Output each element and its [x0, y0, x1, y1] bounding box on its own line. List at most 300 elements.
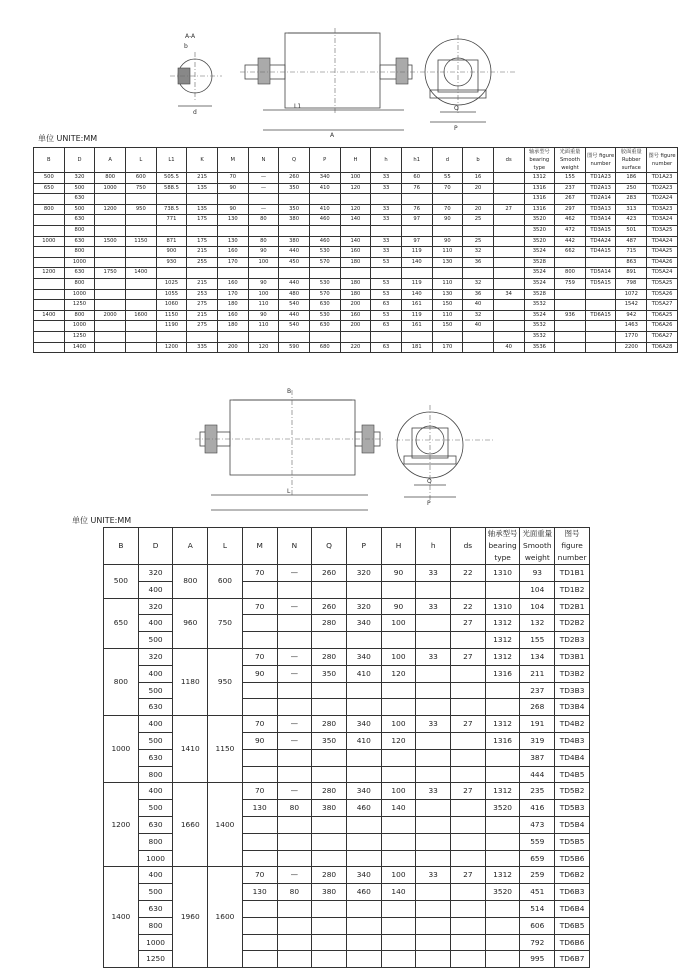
table-cell: 150 [432, 321, 463, 332]
table-cell [463, 194, 494, 205]
table-cell: 260 [279, 173, 310, 184]
table-cell [451, 766, 486, 783]
table-cell: TD3A23 [647, 204, 678, 215]
table-cell: TD5A15 [585, 278, 616, 289]
drum-diameter-cell: 1250 [138, 951, 173, 968]
table-cell: 442 [555, 236, 586, 247]
table-cell [555, 331, 586, 342]
table-cell: 380 [312, 884, 347, 901]
table-cell [416, 900, 451, 917]
table-cell [493, 268, 524, 279]
table-cell [95, 331, 126, 342]
table-cell [125, 331, 156, 342]
table-cell: TD4A15 [585, 247, 616, 258]
table-cell [371, 331, 402, 342]
table-cell [242, 749, 277, 766]
table-cell: TD4B3 [555, 732, 590, 749]
table-cell: 161 [401, 300, 432, 311]
drum-diameter-cell: 500 [138, 732, 173, 749]
table-cell [95, 215, 126, 226]
table-cell [585, 321, 616, 332]
table-cell: 451 [520, 884, 555, 901]
table-cell: 140 [381, 884, 416, 901]
table-cell [381, 816, 416, 833]
table-cell: 200 [340, 321, 371, 332]
a-cell: 1410 [173, 716, 208, 783]
table-cell [451, 632, 486, 649]
table-cell: TD3B3 [555, 682, 590, 699]
table-cell: 1055 [156, 289, 187, 300]
table-cell: TD4B2 [555, 716, 590, 733]
table-cell [381, 917, 416, 934]
table-cell [451, 682, 486, 699]
table-row [104, 716, 590, 733]
table-cell: 181 [401, 342, 432, 353]
table-cell [463, 331, 494, 342]
table-cell [346, 632, 381, 649]
table-cell: 501 [616, 225, 647, 236]
drum-diameter-cell: 400 [138, 783, 173, 800]
table-cell: 90 [381, 565, 416, 582]
table-cell: 340 [309, 173, 340, 184]
table-cell [485, 581, 520, 598]
table-cell: 1316 [524, 204, 555, 215]
table-cell: 130 [432, 289, 463, 300]
table-cell [451, 581, 486, 598]
table-cell [95, 278, 126, 289]
table-cell: 500 [34, 173, 65, 184]
table-cell [451, 749, 486, 766]
table-row [34, 204, 678, 215]
table-row [34, 225, 678, 236]
table-cell: 32 [463, 247, 494, 258]
table-cell: 70 [217, 173, 248, 184]
table-cell: 1316 [524, 183, 555, 194]
table-cell [34, 247, 65, 258]
column-header: b [463, 148, 494, 173]
table-cell [34, 331, 65, 342]
table-cell: 472 [555, 225, 586, 236]
L-label: L [287, 488, 291, 495]
table-cell [346, 951, 381, 968]
table-cell: 34 [493, 289, 524, 300]
table-cell: 460 [346, 884, 381, 901]
table-cell: 90 [381, 598, 416, 615]
table-cell: 319 [520, 732, 555, 749]
table-cell [248, 225, 279, 236]
table-cell: 792 [520, 934, 555, 951]
table-cell: 514 [520, 900, 555, 917]
column-header: P [346, 528, 381, 565]
table-cell: 3532 [524, 300, 555, 311]
table-cell: 1542 [616, 300, 647, 311]
table-cell [34, 194, 65, 205]
table-cell: 215 [187, 310, 218, 321]
table-cell: 800 [64, 225, 95, 236]
table-cell [493, 278, 524, 289]
table-cell: 1250 [64, 300, 95, 311]
table-cell [217, 194, 248, 205]
table-cell: 104 [520, 581, 555, 598]
table-cell: 995 [520, 951, 555, 968]
spec-table-2 [103, 527, 590, 968]
table-cell: 40 [493, 342, 524, 353]
table-cell [493, 247, 524, 258]
table-row [34, 247, 678, 258]
column-header: L [125, 148, 156, 173]
table-cell [451, 884, 486, 901]
table-cell: 200 [340, 300, 371, 311]
table-cell [309, 331, 340, 342]
table-cell [381, 833, 416, 850]
table-cell: 40 [463, 300, 494, 311]
table-cell [381, 632, 416, 649]
table-cell [451, 833, 486, 850]
table-cell: 530 [309, 278, 340, 289]
table-cell [346, 934, 381, 951]
table-cell [451, 934, 486, 951]
table-cell: 90 [248, 278, 279, 289]
table-cell: 1312 [485, 632, 520, 649]
table-cell: 90 [432, 215, 463, 226]
table-cell: 36 [463, 289, 494, 300]
table-cell: 100 [381, 867, 416, 884]
table-cell: 260 [312, 598, 347, 615]
table-cell: 487 [616, 236, 647, 247]
table-cell [555, 342, 586, 353]
table-cell: 267 [555, 194, 586, 205]
table-cell: TD5A14 [585, 268, 616, 279]
table-cell: 460 [309, 215, 340, 226]
table-cell: 559 [520, 833, 555, 850]
table-cell: 97 [401, 236, 432, 247]
table-cell: 27 [451, 615, 486, 632]
table-cell: 1600 [125, 310, 156, 321]
table-cell: — [277, 665, 312, 682]
drum-diameter-cell: 500 [138, 682, 173, 699]
table-row [34, 331, 678, 342]
table-cell: TD5B6 [555, 850, 590, 867]
table-row [34, 257, 678, 268]
drum-diameter-cell: 400 [138, 867, 173, 884]
table-cell: TD5A26 [647, 289, 678, 300]
table-row [34, 321, 678, 332]
table-cell: TD1A23 [647, 173, 678, 184]
drum-diameter-cell: 630 [138, 816, 173, 833]
table-cell: 120 [248, 342, 279, 353]
drum-diameter-cell: 800 [138, 833, 173, 850]
table-cell [34, 257, 65, 268]
table-cell: TD2A13 [585, 183, 616, 194]
drum-diameter-cell: 320 [138, 598, 173, 615]
drum-diameter-cell: 800 [138, 766, 173, 783]
table-cell [493, 194, 524, 205]
column-header: Q [279, 148, 310, 173]
table-cell: 33 [371, 236, 402, 247]
table-cell: 3524 [524, 310, 555, 321]
table-cell: 110 [248, 300, 279, 311]
table-cell: 191 [520, 716, 555, 733]
table-cell: 410 [309, 183, 340, 194]
table-cell: 480 [279, 289, 310, 300]
table-cell: TD1A23 [585, 173, 616, 184]
table-cell [381, 934, 416, 951]
drum-body [285, 33, 380, 108]
table-cell: 32 [463, 310, 494, 321]
table-cell: 650 [34, 183, 65, 194]
table-cell: 63 [371, 300, 402, 311]
table-cell: 423 [616, 215, 647, 226]
table-cell: 570 [309, 257, 340, 268]
table-cell [346, 682, 381, 699]
table-cell: 450 [279, 257, 310, 268]
table-cell [451, 800, 486, 817]
table-cell: 1150 [156, 310, 187, 321]
table-cell: 1400 [125, 268, 156, 279]
table-cell [277, 699, 312, 716]
table-cell: TD3A13 [585, 204, 616, 215]
l-cell: 750 [208, 598, 243, 648]
belt-width-cell: 800 [104, 648, 139, 715]
table-cell: TD3B2 [555, 665, 590, 682]
column-header: B [34, 148, 65, 173]
column-header: A [173, 528, 208, 565]
table-cell: 936 [555, 310, 586, 321]
table-cell [381, 951, 416, 968]
table-cell: 590 [279, 342, 310, 353]
drum-diameter-cell: 1000 [138, 934, 173, 951]
table-cell [125, 300, 156, 311]
Q-label: Q [454, 105, 459, 112]
table-cell [416, 917, 451, 934]
table-cell: 340 [346, 867, 381, 884]
table-cell: 1000 [34, 236, 65, 247]
table-cell: 130 [242, 800, 277, 817]
table-cell [34, 225, 65, 236]
table-cell: 3520 [485, 800, 520, 817]
table-cell [340, 225, 371, 236]
table-cell: 1312 [485, 783, 520, 800]
table-cell [416, 800, 451, 817]
table-cell: 155 [520, 632, 555, 649]
table-cell [217, 331, 248, 342]
table-cell: 90 [248, 247, 279, 258]
table-cell [381, 900, 416, 917]
column-header: D [138, 528, 173, 565]
table-cell: 130 [217, 215, 248, 226]
table-cell: TD4B5 [555, 766, 590, 783]
table-cell [401, 268, 432, 279]
table-row [104, 565, 590, 582]
table-cell: 410 [346, 732, 381, 749]
table-cell: 280 [312, 716, 347, 733]
table-cell: — [277, 648, 312, 665]
table-cell: 268 [520, 699, 555, 716]
a-cell: 960 [173, 598, 208, 648]
table-cell: 350 [312, 665, 347, 682]
table-row [104, 648, 590, 665]
table-cell: 440 [279, 310, 310, 321]
table-cell: TD3B1 [555, 648, 590, 665]
table-cell: 630 [64, 236, 95, 247]
table-cell: 715 [616, 247, 647, 258]
table-cell [248, 194, 279, 205]
drum-diameter-cell: 630 [138, 749, 173, 766]
column-header: h1 [401, 148, 432, 173]
table-cell: 3536 [524, 342, 555, 353]
table-cell: 186 [616, 173, 647, 184]
table-cell [242, 917, 277, 934]
table-cell: 3524 [524, 278, 555, 289]
table-cell [585, 289, 616, 300]
table-cell [312, 934, 347, 951]
table-cell [95, 194, 126, 205]
table-cell: 798 [616, 278, 647, 289]
table-cell [125, 321, 156, 332]
table-cell [312, 682, 347, 699]
table-cell: 942 [616, 310, 647, 321]
table-cell: TD6B2 [555, 867, 590, 884]
l-cell: 1400 [208, 783, 243, 867]
table-cell [125, 225, 156, 236]
table-cell: 120 [340, 204, 371, 215]
table-cell: 90 [432, 236, 463, 247]
table-cell [555, 321, 586, 332]
table-cell: 530 [309, 247, 340, 258]
table-cell: 871 [156, 236, 187, 247]
table-cell: 297 [555, 204, 586, 215]
table-cell: 20 [463, 204, 494, 215]
table-cell: 950 [125, 204, 156, 215]
table-cell [309, 225, 340, 236]
table-cell: 180 [217, 321, 248, 332]
table-cell: 863 [616, 257, 647, 268]
table-cell [463, 225, 494, 236]
table-cell [340, 331, 371, 342]
table-cell: 630 [64, 268, 95, 279]
table-cell: 350 [279, 204, 310, 215]
table-cell [451, 917, 486, 934]
table-cell [493, 257, 524, 268]
table-cell: 80 [248, 215, 279, 226]
table-cell [371, 225, 402, 236]
table-cell: 759 [555, 278, 586, 289]
table-cell [277, 615, 312, 632]
table-cell: 630 [309, 321, 340, 332]
table-row [34, 268, 678, 279]
column-header: h [416, 528, 451, 565]
table-cell [279, 194, 310, 205]
l-cell: 1600 [208, 867, 243, 968]
table-row [34, 300, 678, 311]
table-cell [416, 884, 451, 901]
table-cell: 76 [401, 183, 432, 194]
l-cell: 1150 [208, 716, 243, 783]
table-cell [125, 289, 156, 300]
table-cell: 630 [64, 194, 95, 205]
table-cell: 440 [279, 278, 310, 289]
column-header: 图号 figure number [585, 148, 616, 173]
table-cell [125, 257, 156, 268]
table-cell: 1312 [485, 867, 520, 884]
table-cell [493, 173, 524, 184]
table-cell: TD3B4 [555, 699, 590, 716]
table-cell: 100 [381, 615, 416, 632]
table-cell [493, 236, 524, 247]
table-cell [277, 816, 312, 833]
table-cell [493, 331, 524, 342]
table-cell [277, 917, 312, 934]
table-cell [95, 247, 126, 258]
table-cell: 70 [242, 783, 277, 800]
table-cell [346, 900, 381, 917]
table-cell: 200 [217, 342, 248, 353]
table-cell [371, 268, 402, 279]
table-cell [493, 183, 524, 194]
table-cell: TD3A25 [647, 225, 678, 236]
table-cell [485, 749, 520, 766]
table-cell: 1025 [156, 278, 187, 289]
table-cell [242, 632, 277, 649]
table-cell [248, 331, 279, 342]
a-cell: 1660 [173, 783, 208, 867]
table-cell: TD3A14 [585, 215, 616, 226]
table-cell [416, 850, 451, 867]
column-header: 图号 figure number [555, 528, 590, 565]
table-cell: 1250 [64, 331, 95, 342]
table-cell [156, 194, 187, 205]
table-cell: 150 [432, 300, 463, 311]
table-cell: 440 [279, 247, 310, 258]
table-cell: 100 [248, 257, 279, 268]
table-cell: 606 [520, 917, 555, 934]
table-cell [125, 342, 156, 353]
table-cell: 1312 [485, 716, 520, 733]
table-cell [125, 194, 156, 205]
table-cell: 3520 [524, 215, 555, 226]
spec-table-1 [33, 147, 678, 353]
table-cell: 340 [346, 783, 381, 800]
drum-diameter-cell: 1000 [138, 850, 173, 867]
table-cell: 27 [451, 648, 486, 665]
table-cell [432, 225, 463, 236]
table-cell [381, 766, 416, 783]
table-cell: 1316 [485, 665, 520, 682]
table-cell: 1770 [616, 331, 647, 342]
table-cell [451, 665, 486, 682]
table-cell: 3532 [524, 331, 555, 342]
table-cell: 1190 [156, 321, 187, 332]
column-header: D [64, 148, 95, 173]
table-cell: 462 [555, 215, 586, 226]
table-cell [416, 665, 451, 682]
table-row [34, 342, 678, 353]
table-cell: TD6B3 [555, 884, 590, 901]
table-cell [416, 615, 451, 632]
table-cell: 800 [64, 247, 95, 258]
table-cell: 800 [34, 204, 65, 215]
belt-width-cell: 500 [104, 565, 139, 599]
l-cell: 600 [208, 565, 243, 599]
table-cell: TD2B1 [555, 598, 590, 615]
drum-diameter-cell: 320 [138, 648, 173, 665]
table-cell: 140 [381, 800, 416, 817]
table-cell: 1072 [616, 289, 647, 300]
table-cell: 180 [340, 257, 371, 268]
table-cell: 1000 [95, 183, 126, 194]
table-cell: 32 [463, 278, 494, 289]
table-cell: 27 [451, 783, 486, 800]
